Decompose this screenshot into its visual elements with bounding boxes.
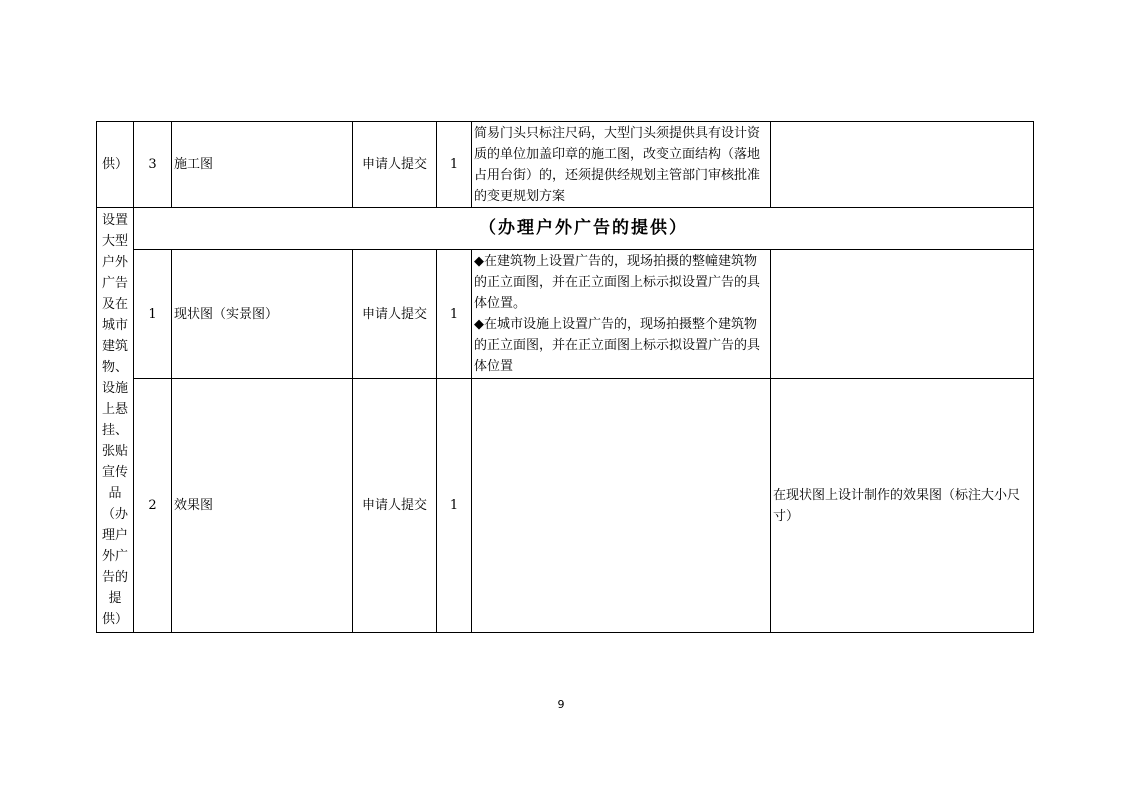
category-line: 户外 [101, 255, 128, 270]
item-index: 3 [134, 122, 172, 208]
category-line: 挂、 [101, 423, 128, 438]
category-line: 外广 [101, 549, 128, 564]
category-line: （办 [101, 507, 128, 522]
note-cell [771, 250, 1034, 379]
note-cell [771, 122, 1034, 208]
category-line: 设施 [101, 381, 128, 396]
page-number: 9 [557, 698, 565, 711]
category-line: 理户 [101, 528, 128, 543]
category-cell: 供） [97, 122, 134, 208]
category-line: 告的 [101, 570, 128, 585]
table-row [97, 379, 1034, 633]
submitter-cell: 申请人提交 [353, 250, 437, 379]
category-line: 物、 [101, 360, 128, 375]
copy-count: 1 [437, 122, 472, 208]
requirement-cell [472, 250, 771, 379]
category-line: 城市 [101, 318, 128, 333]
section-heading: （办理户外广告的提供） [134, 208, 1034, 250]
category-line: 大型 [101, 234, 128, 249]
category-line: 上悬 [101, 402, 128, 417]
submitter-cell: 申请人提交 [353, 379, 437, 633]
category-line: 及在 [101, 297, 128, 312]
section-category-cell [97, 208, 134, 633]
table-row [97, 122, 1034, 208]
category-line: 提 [108, 591, 122, 606]
document-name: 效果图 [172, 379, 353, 633]
category-line: 广告 [101, 276, 128, 291]
requirement-bullet: ◆在城市设施上设置广告的，现场拍摄整个建筑物的正立面图，并在正立面图上标示拟设置广告的具体位置 [474, 317, 761, 374]
item-index: 2 [134, 379, 172, 633]
section-row [97, 208, 1034, 250]
category-line: 设置 [101, 213, 128, 228]
requirement-cell: 简易门头只标注尺码，大型门头须提供具有设计资质的单位加盖印章的施工图，改变立面结构（落地占用台街）的，还须提供经规划主管部门审核批准的变更规划方案 [472, 122, 771, 208]
table-row [97, 250, 1034, 379]
copy-count: 1 [437, 379, 472, 633]
item-index: 1 [134, 250, 172, 379]
submitter-cell: 申请人提交 [353, 122, 437, 208]
requirements-table [96, 121, 1034, 633]
note-cell: 在现状图上设计制作的效果图（标注大小尺寸） [771, 379, 1034, 633]
category-line: 宣传 [101, 465, 128, 480]
requirement-cell [472, 379, 771, 633]
document-name: 现状图（实景图） [172, 250, 353, 379]
category-line: 供） [101, 612, 128, 627]
requirement-bullet: ◆在建筑物上设置广告的，现场拍摄的整幢建筑物的正立面图，并在正立面图上标示拟设置广告的具体位置。 [474, 254, 761, 311]
copy-count: 1 [437, 250, 472, 379]
category-line: 建筑 [101, 339, 128, 354]
document-name: 施工图 [172, 122, 353, 208]
category-line: 品 [108, 486, 122, 501]
category-line: 张贴 [101, 444, 128, 459]
